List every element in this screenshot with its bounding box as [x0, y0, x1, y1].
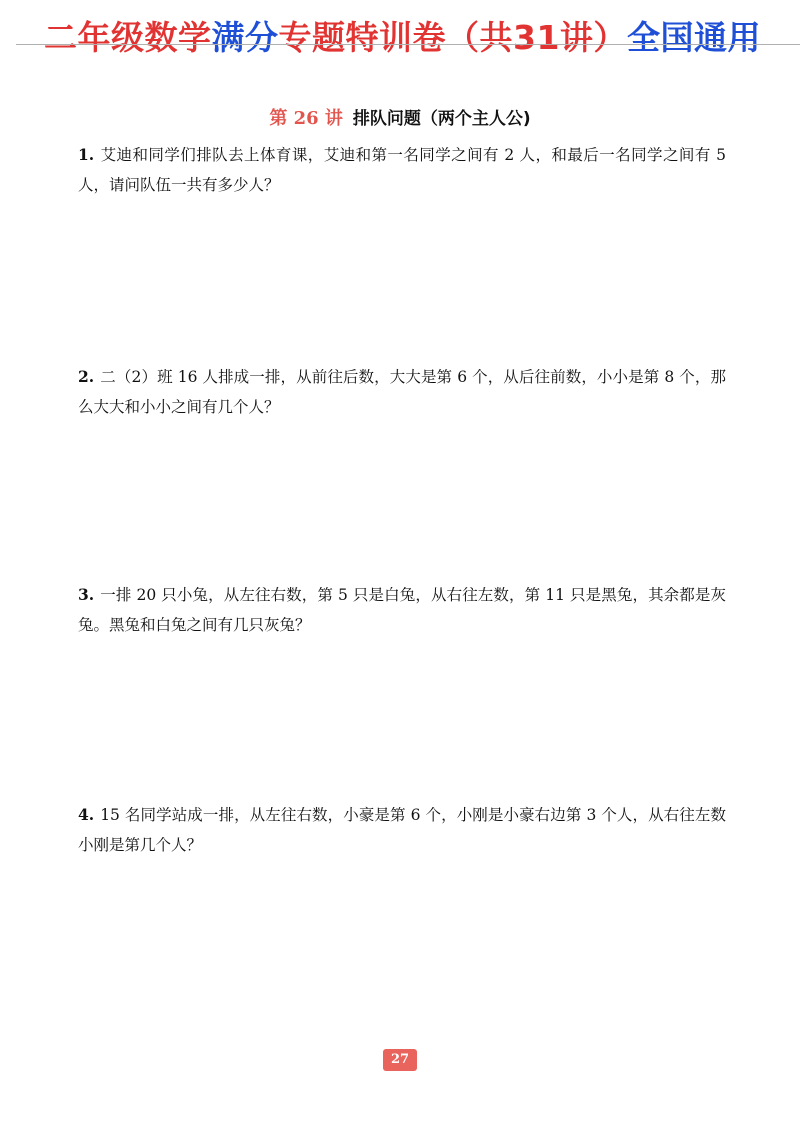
question-text: 艾迪和同学们排队去上体育课，艾迪和第一名同学之间有 2 人，和最后一名同学之间有 5 人，请问队伍一共有多少人？ — [78, 146, 726, 194]
question-number: 1. — [78, 145, 95, 164]
question-number: 3. — [78, 585, 95, 604]
question-text: 15 名同学站成一排，从左往右数，小豪是第 6 个，小刚是小豪右边第 3 个人，从右往左数小刚是第几个人？ — [78, 806, 726, 854]
lecture-topic: 排队问题（两个主人公) — [352, 109, 531, 129]
question-3 — [78, 580, 726, 640]
banner — [0, 14, 800, 70]
question-2 — [78, 362, 726, 422]
series-title-grade: 二年级数学 — [44, 18, 212, 57]
question-number: 4. — [78, 805, 95, 824]
series-title-fullscore: 满分 — [211, 18, 279, 57]
banner-divider — [16, 44, 800, 45]
series-title-national: 全国通用 — [626, 18, 761, 57]
series-title — [44, 14, 784, 62]
page-number-badge: 27 — [383, 1049, 417, 1071]
question-text: 二（2）班 16 人排成一排，从前往后数，大大是第 6 个，从后往前数，小小是第 8 个，那么大大和小小之间有几个人？ — [78, 368, 726, 416]
lecture-title — [0, 104, 800, 130]
question-1 — [78, 140, 726, 200]
series-title-subject: 专题特训卷（共31讲） — [278, 18, 627, 57]
question-text: 一排 20 只小兔，从左往右数，第 5 只是白兔，从右往左数，第 11 只是黑兔，其余都是灰兔。黑兔和白兔之间有几只灰兔？ — [78, 586, 726, 634]
question-4 — [78, 800, 726, 860]
lecture-number: 第 26 讲 — [269, 108, 343, 129]
question-number: 2. — [78, 367, 95, 386]
